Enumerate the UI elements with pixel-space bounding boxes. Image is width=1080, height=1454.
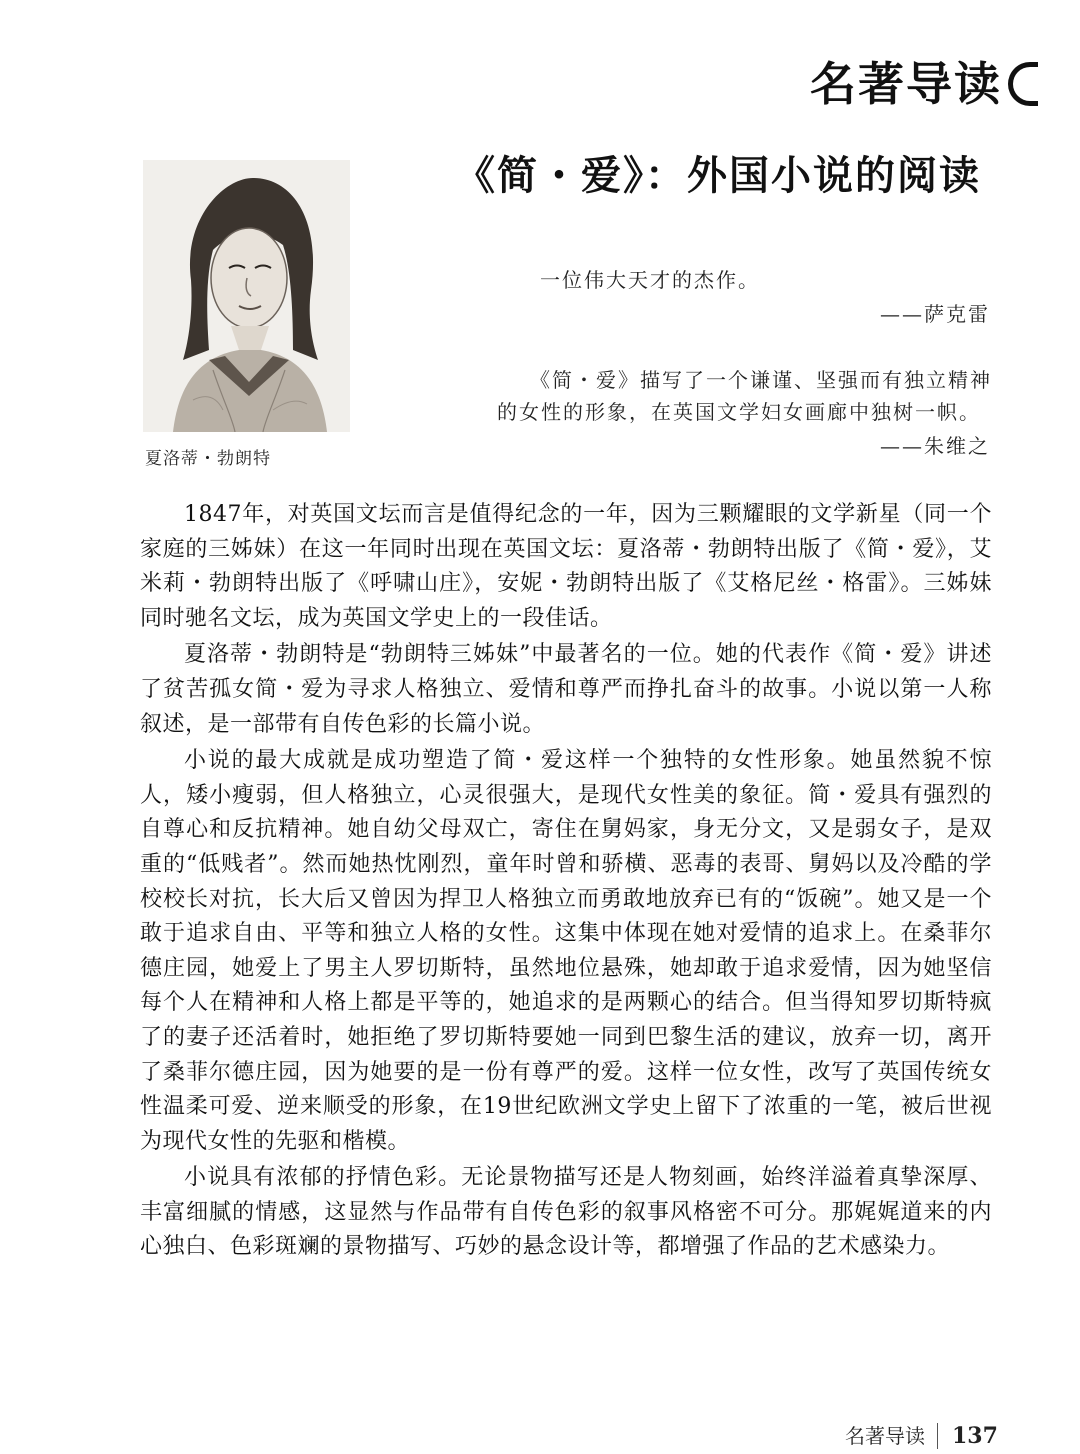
portrait-sketch-icon [143,160,350,432]
quote-line: 一位伟大天才的杰作。 [540,268,760,292]
footer-section: 名著导读 [845,1424,925,1448]
ornament-icon [1008,62,1038,106]
paragraph: 小说具有浓郁的抒情色彩。无论景物描写还是人物刻画，始终洋溢着真挚深厚、丰富细腻的情感，这显然与作品带有自传色彩的叙事风格密不可分。那娓娓道来的内心独白、色彩斑斓的景物描写、巧妙的悬念设计等，都增强了作品的艺术感染力。 [140,1165,992,1260]
page-number: 137 [952,1423,998,1449]
paragraph: 1847年，对英国文坛而言是值得纪念的一年，因为三颗耀眼的文学新星（同一个家庭的三姊妹）在这一年同时出现在英国文坛：夏洛蒂・勃朗特出版了《简・爱》，艾米莉・勃朗特出版了《呼啸山庄》，安妮・勃朗特出版了《艾格尼丝・格雷》。三姊妹同时驰名文坛，成为英国文学史上的一段佳话。 [140,502,992,631]
quote-line: 的女性的形象，在英国文学妇女画廊中独树一帜。 [497,400,981,424]
section-header-text: 名著导读 [810,57,1002,111]
page-footer [845,1420,998,1449]
section-header [810,48,1038,114]
article-title: 《简・爱》：外国小说的阅读 [455,152,981,199]
quote-attribution: ——萨克雷 [880,302,990,326]
paragraph: 夏洛蒂・勃朗特是“勃朗特三姊妹”中最著名的一位。她的代表作《简・爱》讲述了贫苦孤女简・爱为寻求人格独立、爱情和尊严而挣扎奋斗的故事。小说以第一人称叙述，是一部带有自传色彩的长篇小说。 [140,642,992,737]
quote-line: 《简・爱》描写了一个谦谨、坚强而有独立精神 [530,368,992,392]
paragraph: 小说的最大成就是成功塑造了简・爱这样一个独特的女性形象。她虽然貌不惊人，矮小瘦弱，但人格独立，心灵很强大，是现代女性美的象征。简・爱具有强烈的自尊心和反抗精神。她自幼父母双亡，寄住在舅妈家，身无分文，又是弱女子，是双重的“低贱者”。然而她热忱刚烈，童年时曾和骄横、恶毒的表哥、舅妈以及冷酷的学校校长对抗，长大后又曾因为捍卫人格独立而勇敢地放弃已有的“饭碗”。她又是一个敢于追求自由、平等和独立人格的女性。这集中体现在她对爱情的追求上。在桑菲尔德庄园，她爱上了男主人罗切斯特，虽然地位悬殊，她却敢于追求爱情，因为她坚信每个人在精神和人格上都是平等的，她追求的是两颗心的结合。但当得知罗切斯特疯了的妻子还活着时，她拒绝了罗切斯特要她一同到巴黎生活的建议，放弃一切，离开了桑菲尔德庄园，因为她要的是一份有尊严的爱。这样一位女性，改写了英国传统女性温柔可爱、逆来顺受的形象，在19世纪欧洲文学史上留下了浓重的一笔，被后世视为现代女性的先驱和楷模。 [140,748,992,1154]
portrait-image [143,160,350,432]
footer-divider [937,1423,938,1449]
portrait-caption: 夏洛蒂・勃朗特 [145,449,271,469]
article-body [140,498,992,1267]
quote-attribution: ——朱维之 [880,434,990,458]
